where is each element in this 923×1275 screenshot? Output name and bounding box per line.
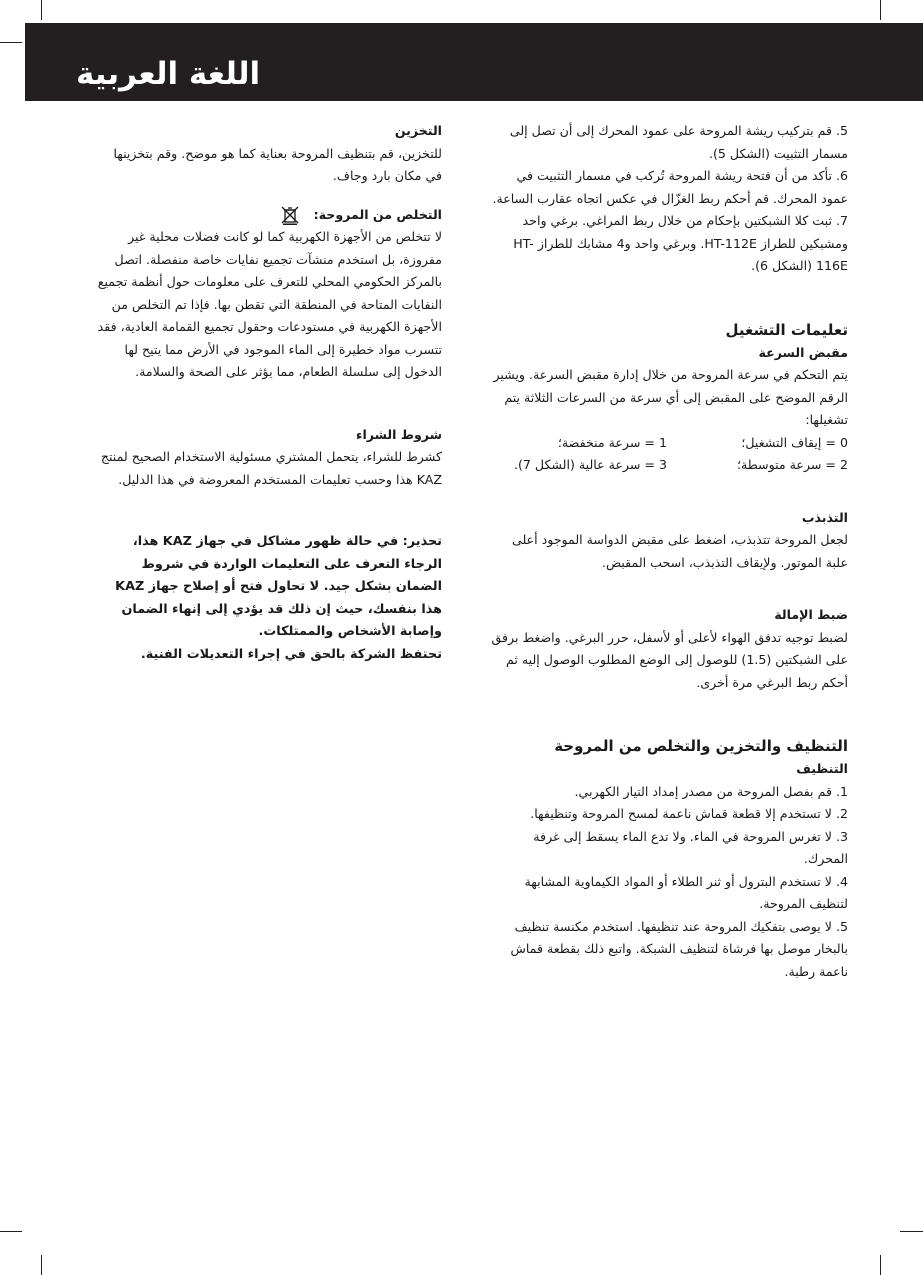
speed-list — [486, 432, 848, 477]
crop-mark — [0, 42, 22, 43]
crop-mark — [0, 1231, 22, 1232]
speed-item: 2 = سرعة متوسطة؛ — [736, 457, 848, 472]
cleaning-step: 2. لا تستخدم إلا قطعة قماش ناعمة لمسح المروحة وتنظيفها. — [530, 806, 848, 821]
crop-mark — [880, 1255, 881, 1275]
speed-text: يتم التحكم في سرعة المروحة من خلال إدارة مقبض السرعة. ويشير الرقم الموضح على المقبض إلى أي سرعة من السرعات الثلاثة يتم تشغيلها: — [493, 367, 848, 427]
assembly-step: 7. ثبت كلا الشبكتين بإحكام من خلال ربط المراغي. برغي واحد ومشبكين للطراز HT-112E. وبرغي واحد و4 مشابك للطراز HT-116E (الشكل 6). — [513, 213, 848, 273]
cleaning-subheading: التنظيف — [796, 761, 848, 776]
page-title: اللغة العربية — [76, 56, 261, 92]
purchase-heading: شروط الشراء — [356, 426, 442, 442]
operation-title: تعليمات التشغيل — [725, 320, 848, 339]
cleaning-step: 1. قم بفصل المروحة من مصدر إمداد التيار الكهربي. — [574, 783, 848, 799]
disposal-heading: التخلص من المروحة: — [313, 206, 442, 222]
speed-item: 0 = إيقاف التشغيل؛ — [741, 434, 848, 450]
warning-text: تحذير: في حالة ظهور مشاكل في جهاز KAZ هذا، الرجاء التعرف على التعليمات الواردة في شروط الضمان بشكل جيد. لا تحاول فتح أو إصلاح جهاز KAZ هذا بنفسك، حيث إن ذلك قد يؤدي إلى إنهاء الضمان وإصابة الأشخاص والممتلكات. — [115, 534, 442, 639]
tilt-heading: ضبط الإمالة — [774, 607, 848, 622]
disposal-text: لا تتخلص من الأجهزة الكهربية كما لو كانت فضلات محلية غير مفروزة، بل استخدم منشآت تجميع نفايات خاصة منفصلة. اتصل بالمركز الحكومي المحلي للتعرف على معلومات حول أنظمة تجميع النفايات المتاحة في المنطقة التي تقطن بها. فإذا تم التخلص من الأجهزة الكهربية في مستودعات وحقول تجميع القمامة العادية، فقد تتسرب مواد خطيرة إلى الماء الموجود في الأرض مما يتيح لها الدخول إلى سلسلة الطعام، مما يؤثر على الصحة والسلامة. — [97, 229, 442, 379]
speed-heading: مقبض السرعة — [758, 344, 848, 360]
purchase-text: كشرط للشراء، يتحمل المشتري مسئولية الاستخدام الصحيح لمنتج KAZ هذا وحسب تعليمات المستخدم المعروضة في هذا الدليل. — [100, 449, 442, 487]
crossed-bin-icon — [280, 205, 300, 225]
tilt-text: لضبط توجيه تدفق الهواء لأعلى أو لأسفل، حرر البرغي. واضغط برفق على الشبكتين (1.5) للوصول إلى الوضع المطلوب الوصول إليه ثم أحكم ربط البرغي مرة أخرى. — [491, 629, 848, 690]
disposal-heading-row — [97, 204, 442, 227]
speed-item: 1 = سرعة منخفضة؛ — [557, 434, 667, 450]
right-column — [486, 120, 848, 983]
assembly-step: 6. تأكد من أن فتحة ريشة المروحة تُركب في مسمار التثبيت في عمود المحرك. قم أحكم ربط الغزّال في عكس اتجاه عقارب الساعة. — [492, 168, 848, 206]
storage-heading: التخزين — [394, 123, 442, 138]
oscillation-heading: التذبذب — [801, 509, 848, 525]
storage-text: للتخزين، قم بتنظيف المروحة بعناية كما هو موضح. وقم بتخزينها في مكان بارد وجاف. — [113, 145, 442, 183]
cleaning-step: 4. لا تستخدم البترول أو ثنر الطلاء أو المواد الكيماوية المشابهة لتنظيف المروحة. — [524, 873, 848, 911]
speed-item: 3 = سرعة عالية (الشكل 7). — [513, 457, 667, 472]
oscillation-text: لجعل المروحة تتذبذب، اضغط على مقبض الدواسة الموجود أعلى علبة الموتور. ولإيقاف التذبذب، اسحب المقبض. — [511, 532, 848, 570]
cleaning-title: التنظيف والتخزين والتخلص من المروحة — [554, 737, 848, 755]
cleaning-step: 3. لا تغرس المروحة في الماء. ولا تدع الماء يسقط إلى غرفة المحرك. — [533, 828, 848, 866]
crop-mark — [41, 1255, 42, 1275]
cleaning-step: 5. لا يوصى بتفكيك المروحة عند تنظيفها. استخدم مكنسة تنظيف بالبخار موصل بها فرشاة لتنظيف الشبكة. واتبع ذلك بقطعة قماش ناعمة رطبة. — [510, 918, 848, 979]
crop-mark — [880, 0, 881, 20]
left-column — [97, 120, 442, 666]
rights-text: تحتفظ الشركة بالحق في إجراء التعديلات الفنية. — [140, 646, 442, 662]
crop-mark — [41, 0, 42, 20]
assembly-step: 5. قم بتركيب ريشة المروحة على عمود المحرك إلى أن تصل إلى مسمار التثبيت (الشكل 5). — [509, 123, 848, 161]
crop-mark — [900, 1231, 923, 1232]
